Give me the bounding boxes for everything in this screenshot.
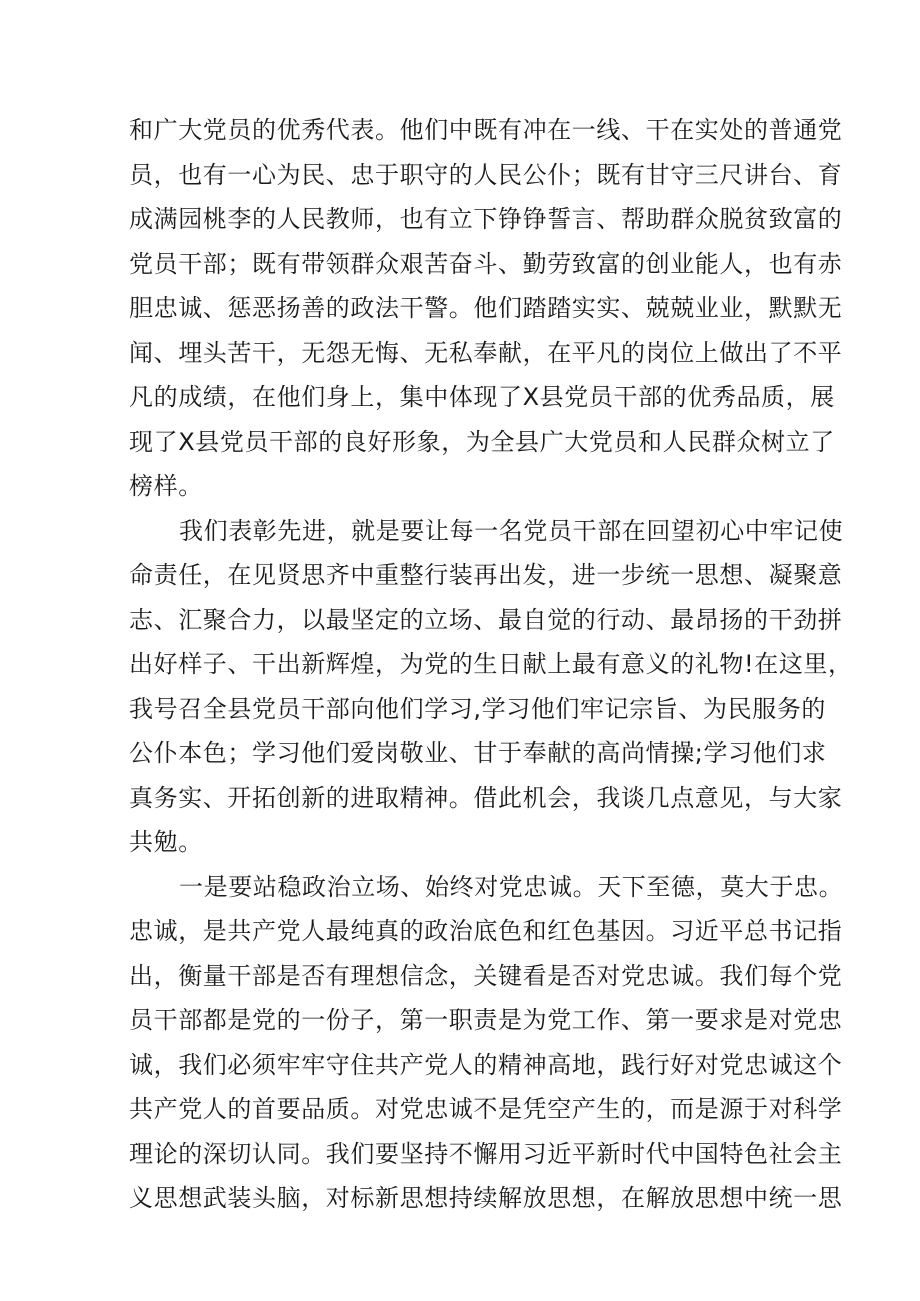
text-line: 和广大党员的优秀代表。他们中既有冲在一线、干在实处的普通党 [129,116,843,144]
text-line: 出好样子、干出新辉煌，为党的生日献上最有意义的礼物!在这里， [129,650,853,678]
text-line: 公仆本色；学习他们爱岗敬业、甘于奉献的高尚情操;学习他们求 [129,739,827,767]
paragraph-2 [129,509,853,865]
text-line: 出，衡量干部是否有理想信念，关键看是否对党忠诚。我们每个党 [129,961,843,990]
text-line: 员干部都是党的一份子，第一职责是为党工作、第一要求是对党忠 [129,1006,843,1034]
text-line: 成满园桃李的人民教师，也有立下铮铮誓言、帮助群众脱贫致富的 [129,205,843,233]
text-line: 理论的深切认同。我们要坚持不懈用习近平新时代中国特色社会主 [129,1139,843,1168]
text-line: 志、汇聚合力，以最坚定的立场、最自觉的行动、最昂扬的干劲拼 [129,605,843,634]
paragraph-1 [129,108,843,509]
text-line: 命责任，在见贤思齐中重整行装再出发，进一步统一思想、凝聚意 [129,561,843,589]
text-line: 共产党人的首要品质。对党忠诚不是凭空产生的，而是源于对科学 [129,1095,843,1123]
text-line: 共勉。 [129,828,203,856]
text-line: 党员干部；既有带领群众艰苦奋斗、勤劳致富的创业能人，也有赤 [129,249,843,278]
paragraph-3 [129,865,844,1221]
text-line: 真务实、开拓创新的进取精神。借此机会，我谈几点意见，与大家 [129,783,843,812]
text-line: 凡的成绩，在他们身上，集中体现了X县党员干部的优秀品质，展 [129,383,835,411]
text-line: 我们表彰先进，就是要让每一名党员干部在回望初心中牢记使 [179,516,844,545]
text-line: 义思想武装头脑，对标新思想持续解放思想，在解放思想中统一思 [129,1184,843,1212]
text-line: 胆忠诚、惩恶扬善的政法干警。他们踏踏实实、兢兢业业，默默无 [129,294,843,322]
text-line: 忠诚，是共产党人最纯真的政治底色和红色基因。习近平总书记指 [129,917,843,945]
text-line: 诚，我们必须牢牢守住共产党人的精神高地，践行好对党忠诚这个 [129,1050,843,1079]
text-line: 我号召全县党员干部向他们学习,学习他们牢记宗旨、为民服务的 [129,694,827,723]
document-body [129,108,853,1221]
text-line: 员，也有一心为民、忠于职守的人民公仆；既有甘守三尺讲台、育 [129,160,843,189]
text-line: 闻、埋头苦干，无怨无悔、无私奉献，在平凡的岗位上做出了不平 [129,338,843,367]
text-line: 一是要站稳政治立场、始终对党忠诚。天下至德，莫大于忠。 [179,872,844,901]
text-line: 榜样。 [129,472,203,500]
text-line: 现了X县党员干部的良好形象，为全县广大党员和人民群众树立了 [129,427,835,456]
